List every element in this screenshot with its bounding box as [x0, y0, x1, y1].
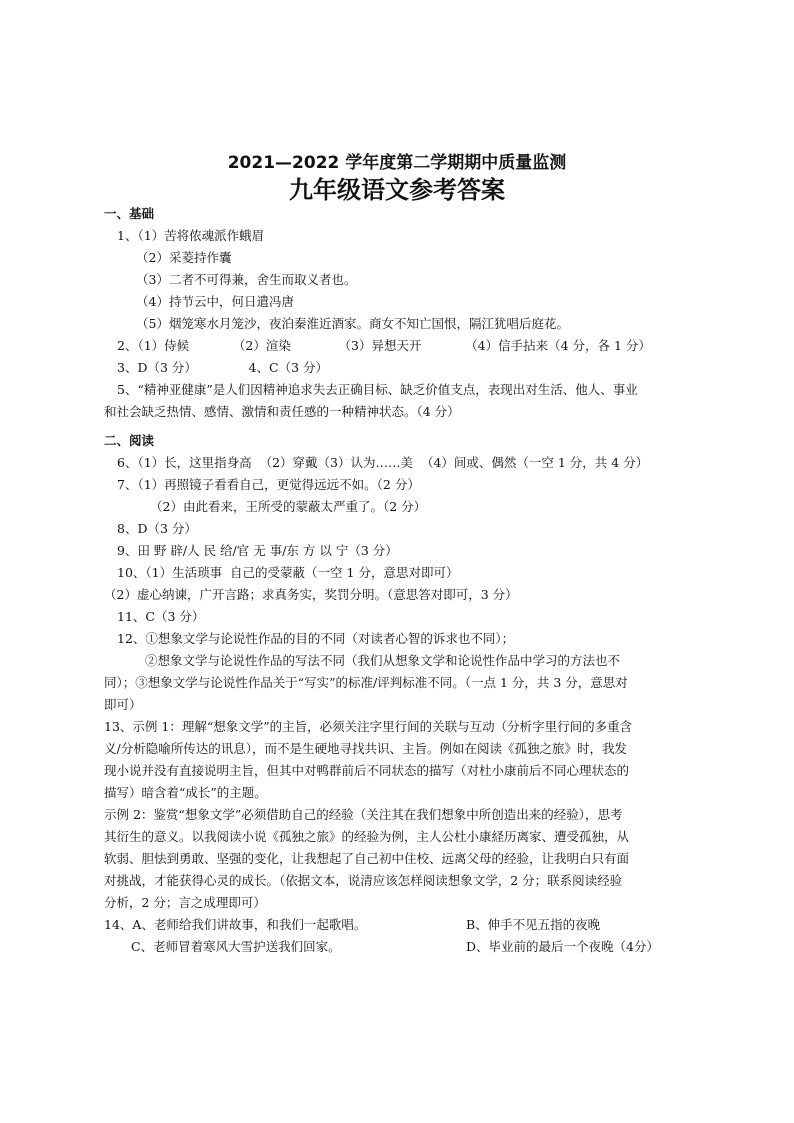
answer-q8: 8、D（3 分）	[117, 521, 197, 536]
answer-q6: 6、（1）长，这里指身高 （2）穿戴（3）认为……美 （4）间或、偶然（一空 1 分，共 4 分）	[117, 455, 649, 470]
answer-q14-d: D、毕业前的最后一个夜晚（4分）	[466, 939, 659, 954]
answer-q14-b: B、伸手不见五指的夜晚	[466, 917, 601, 932]
answer-q13-line2: 义/分析隐喻所传达的讯息），而不是生硬地寻找共识、主旨。例如在阅读《孤独之旅》时，我发	[104, 741, 627, 756]
answer-q5-line1: 5、“精神亚健康”是人们因精神追求失去正确目标、缺乏价值支点，表现出对生活、他人、事业	[117, 382, 638, 397]
answer-q1-2: （2）采菱持作囊	[136, 250, 232, 265]
answer-q14-c: C、老师冒着寒风大雪护送我们回家。	[131, 939, 341, 954]
answer-q12-line1: 12、①想象文学与论说性作品的目的不同（对读者心智的诉求也不同）；	[117, 631, 515, 646]
answer-q13-line4: 描写）暗含着“成长”的主题。	[104, 785, 267, 800]
answer-q14-a: 14、A、老师给我们讲故事，和我们一起歌唱。	[104, 917, 367, 932]
answer-q2: 2、（1）侍候 （2）渲染 （3）异想天开 （4）信手拈来（4 分，各 1 分）	[117, 338, 651, 353]
answer-q13-line3: 现小说并没有直接说明主旨，但其中对鸭群前后不同状态的描写（对杜小康前后不同心理状态的	[104, 763, 630, 778]
answer-q13-line1: 13、示例 1：理解“想象文学”的主旨，必须关注字里行间的关联与互动（分析字里行间的多重含	[104, 719, 633, 734]
section-heading-basics: 一、基础	[104, 206, 155, 221]
answer-q5-line2: 和社会缺乏热情、感情、激情和责任感的一种精神状态。（4 分）	[104, 404, 460, 419]
answer-q1-1: 1、（1）苦将侬魂派作蛾眉	[117, 228, 265, 243]
exam-title: 2021—2022 学年度第二学期期中质量监测	[227, 153, 567, 173]
answer-q11: 11、C（3 分）	[117, 609, 205, 624]
answer-q1-4: （4）持节云中，何日遣冯唐	[136, 294, 294, 309]
answer-q13-line6: 其衍生的意义。以我阅读小说《孤独之旅》的经验为例，主人公杜小康経历离家、遭受孤独，从	[104, 829, 630, 844]
answer-q1-5: （5）烟笼寒水月笼沙，夜泊秦淮近酒家。商女不知亡国恨，隔江犹唱后庭花。	[136, 316, 569, 331]
answer-q10-1: 10、（1）生活琐事 自己的受蒙蔽（一空 1 分，意思对即可）	[117, 565, 459, 580]
answer-q10-2: （2）虚心纳谏，广开言路；求真务实，奖罚分明。（意思答对即可，3 分）	[104, 587, 518, 602]
answer-q7-1: 7、（1）再照镜子看看自己，更觉得远远不如。（2 分）	[117, 477, 420, 492]
answer-q3-q4: 3、D（3 分） 4、C（3 分）	[117, 360, 328, 375]
answer-q13-line9: 分析，2 分；言之成理即可）	[104, 895, 266, 910]
answer-q7-2: （2）由此看来，王所受的蒙蔽太严重了。（2 分）	[150, 499, 427, 514]
answer-q12-line2: ②想象文学与论说性作品的写法不同（我们从想象文学和论说性作品中学习的方法也不	[145, 653, 621, 668]
answer-q9: 9、田 野 辟/人 民 给/官 无 事/东 方 以 宁（3 分）	[117, 543, 398, 558]
answer-q12-line4: 即可）	[104, 697, 142, 712]
answer-q13-line8: 对挑战，才能获得心灵的成长。（依据文本，说清应该怎样阅读想象文学，2 分；联系阅读经验	[104, 873, 623, 888]
answer-key-title: 九年级语文参考答案	[289, 176, 505, 204]
answer-q13-line5: 示例 2：鉴赏“想象文学”必须借助自己的经验（关注其在我们想象中所创造出来的经验），思考	[104, 807, 623, 822]
answer-q1-3: （3）二者不可得兼，舍生而取义者也。	[136, 272, 357, 287]
answer-q13-line7: 软弱、胆怯到勇敢、坚强的变化，让我想起了自己初中住校、远离父母的经验，让我明白只有面	[104, 851, 630, 866]
section-heading-reading: 二、阅读	[104, 433, 155, 448]
answer-q12-line3: 同）；③想象文学与论说性作品关于“写实”的标准/评判标准不同。（一点 1 分，共 3 分，意思对	[104, 675, 628, 690]
